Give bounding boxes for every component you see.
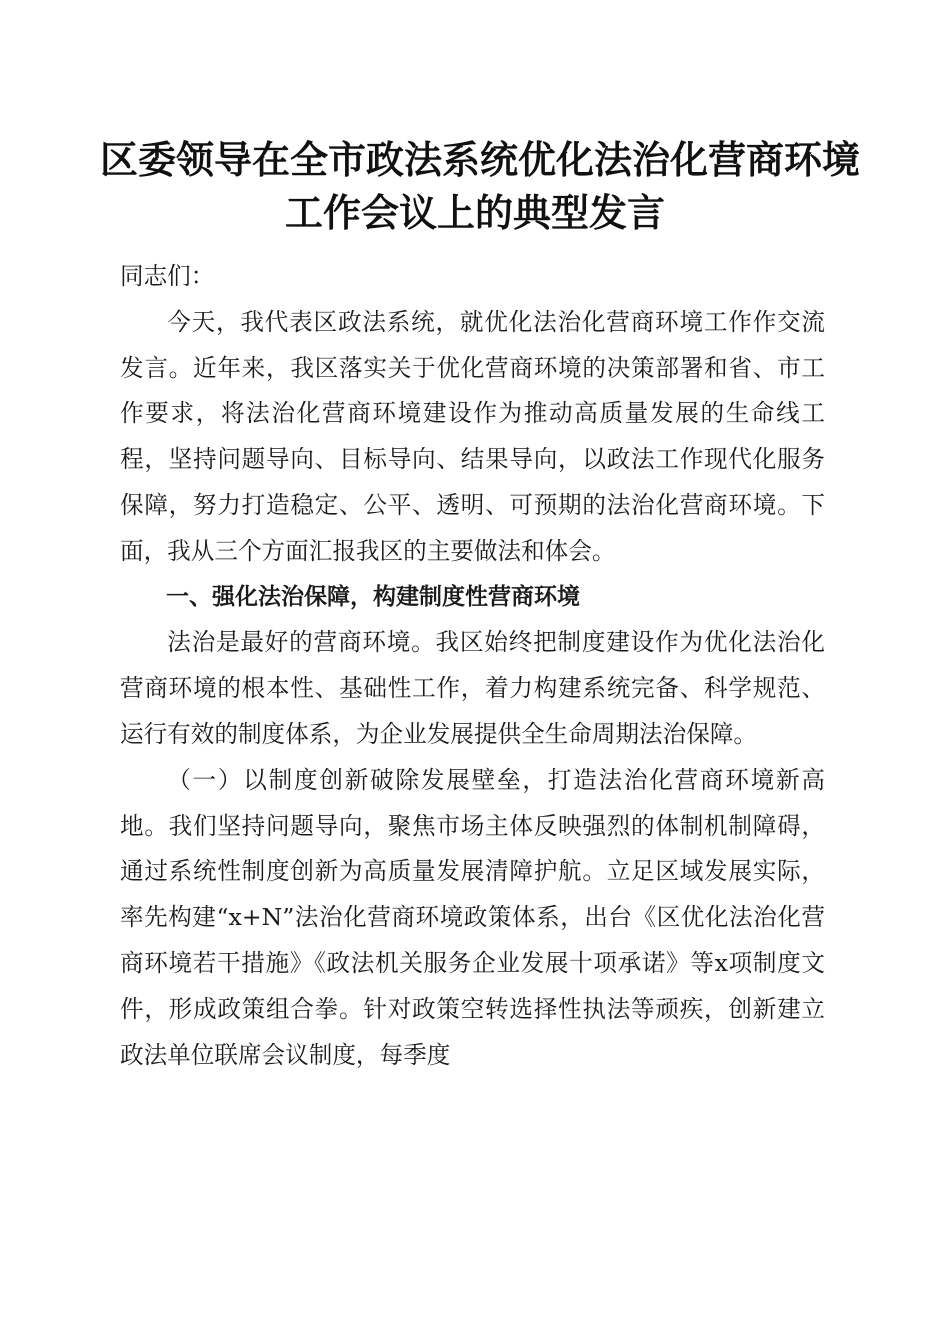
document-title [100, 133, 861, 239]
title-line-1: 区委领导在全市政法系统优化法治化营商环境 [100, 137, 861, 182]
intro-paragraph: 今天，我代表区政法系统，就优化法治化营商环境工作作交流发言。近年来，我区落实关于优化营商环境的决策部署和省、市工作要求，将法治化营商环境建设作为推动高质量发展的生命线工程，坚持问题导向、目标导向、结果导向，以政法工作现代化服务保障，努力打造稳定、公平、透明、可预期的法治化营商环境。下面，我从三个方面汇报我区的主要做法和体会。 [120, 307, 825, 565]
document-body [120, 254, 825, 1078]
section-1-paragraph: 法治是最好的营商环境。我区始终把制度建设作为优化法治化营商环境的根本性、基础性工作，着力构建系统完备、科学规范、运行有效的制度体系，为企业发展提供全生命周期法治保障。 [120, 628, 825, 748]
salutation: 同志们： [120, 262, 215, 290]
subsection-1-paragraph: （一）以制度创新破除发展壁垒，打造法治化营商环境新高地。我们坚持问题导向，聚焦市场主体反映强烈的体制机制障碍，通过系统性制度创新为高质量发展清障护航。立足区域发展实际，率先构建“x+N”法治化营商环境政策体系，出台《区优化法治化营商环境若干措施》《政法机关服务企业发展十项承诺》等x项制度文件，形成政策组合拳。针对政策空转选择性执法等顽疾，创新建立政法单位联席会议制度，每季度 [120, 765, 825, 1069]
title-line-2: 工作会议上的典型发言 [284, 190, 665, 235]
section-heading-1: 一、强化法治保障，构建制度性营商环境 [166, 583, 580, 610]
